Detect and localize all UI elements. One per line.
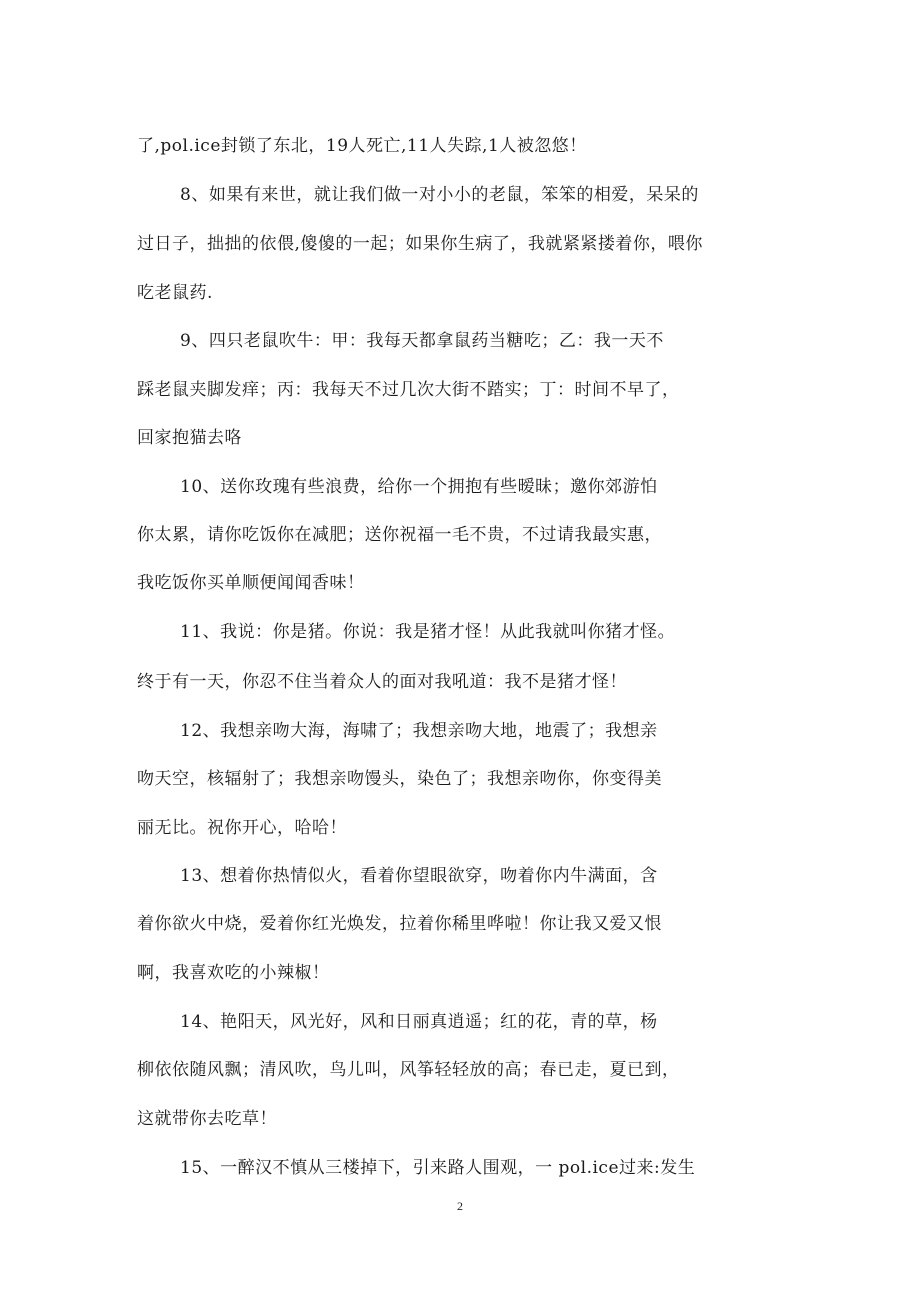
text-line: 12、我想亲吻大海，海啸了；我想亲吻大地，地震了；我想亲 <box>180 721 658 741</box>
text-line: 8、如果有来世，就让我们做一对小小的老鼠，笨笨的相爱，呆呆的 <box>180 185 699 205</box>
text-line: 14、艳阳天，风光好，风和日丽真逍遥；红的花，青的草，杨 <box>180 1012 658 1032</box>
text-line: 柳依依随风飘；清风吹，鸟儿叫，风筝轻轻放的高；春已走，夏已到， <box>137 1060 680 1080</box>
text-line: 你太累，请你吃饭你在减肥；送你祝福一毛不贵，不过请我最实惠， <box>137 525 662 545</box>
text-line: 过日子，拙拙的依偎,傻傻的一起；如果你生病了，我就紧紧搂着你，喂你 <box>137 234 703 254</box>
text-line: 15、一醉汉不慎从三楼掉下，引来路人围观，一 pol.ice过来:发生 <box>180 1158 696 1178</box>
text-line: 踩老鼠夹脚发痒；丙：我每天不过几次大街不踏实；丁：时间不早了， <box>137 380 680 400</box>
page-number: 2 <box>457 1199 463 1213</box>
text-line: 终于有一天，你忍不住当着众人的面对我吼道：我不是猪才怪！ <box>137 672 627 692</box>
text-line: 10、送你玫瑰有些浪费，给你一个拥抱有些暧昧；邀你郊游怕 <box>180 477 658 497</box>
text-line: 11、我说：你是猪。你说：我是猪才怪！从此我就叫你猪才怪。 <box>180 622 676 642</box>
text-line: 着你欲火中烧，爱着你红光焕发，拉着你稀里哗啦！你让我又爱又恨 <box>137 914 662 934</box>
text-line: 我吃饭你买单顺便闻闻香味！ <box>137 573 365 593</box>
text-line: 吃老鼠药. <box>137 283 213 303</box>
text-line: 吻天空，核辐射了；我想亲吻馒头，染色了；我想亲吻你，你变得美 <box>137 769 662 789</box>
text-line: 丽无比。祝你开心，哈哈！ <box>137 818 347 838</box>
text-line: 了,pol.ice封锁了东北，19人死亡,11人失踪,1人被忽悠！ <box>137 136 587 156</box>
text-line: 9、四只老鼠吹牛：甲：我每天都拿鼠药当糖吃；乙：我一天不 <box>180 331 664 351</box>
text-line: 啊，我喜欢吃的小辣椒！ <box>137 963 330 983</box>
text-line: 这就带你去吃草！ <box>137 1109 277 1129</box>
text-line: 13、想着你热情似火，看着你望眼欲穿，吻着你内牛满面，含 <box>180 866 658 886</box>
text-line: 回家抱猫去咯 <box>137 428 242 448</box>
